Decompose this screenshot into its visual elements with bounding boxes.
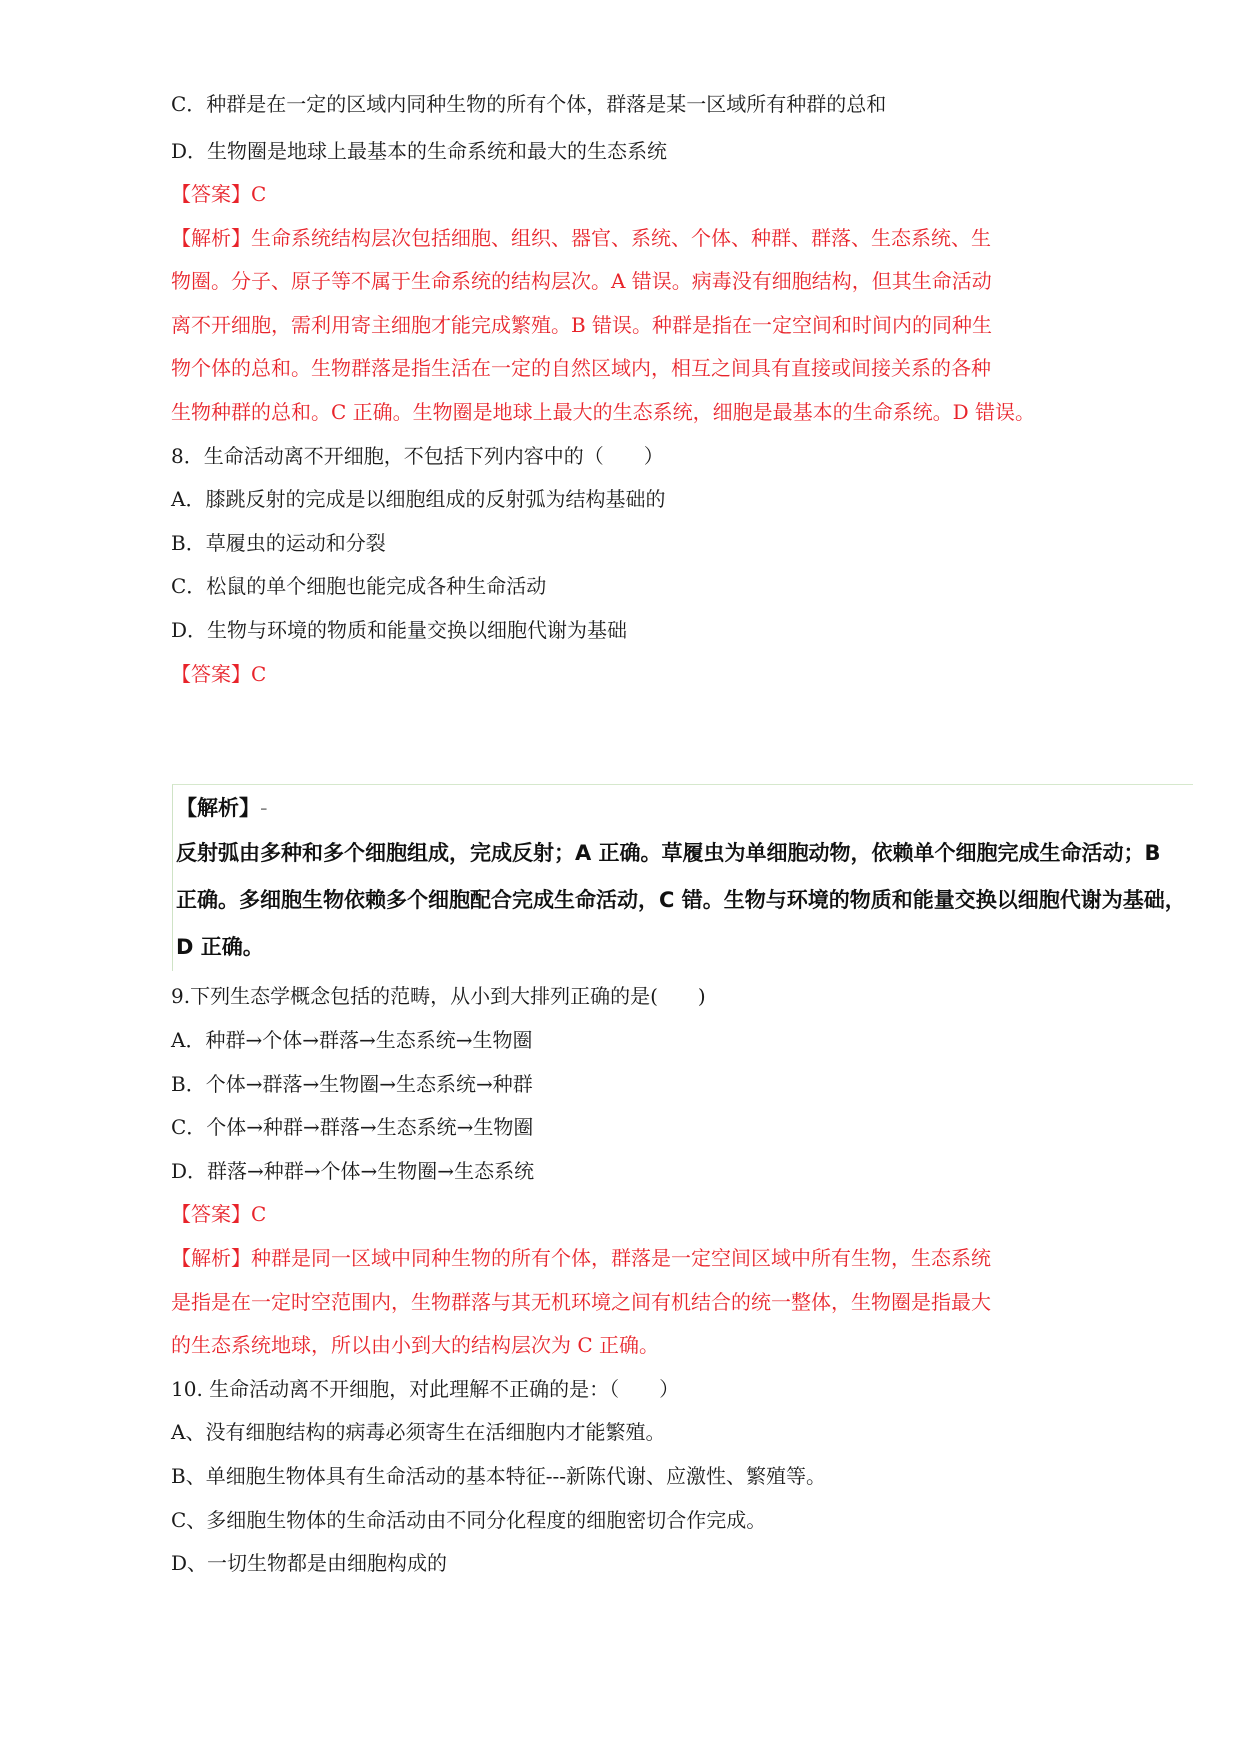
q9-analysis-line	[171, 1244, 991, 1272]
answer-tag: 【答案】	[171, 182, 251, 206]
q9-option-a: A．种群→个体→群落→生态系统→生物圈	[171, 1028, 533, 1052]
answer-value: C	[251, 662, 267, 686]
q7-answer	[171, 180, 266, 208]
q7-analysis-line: 物圈。分子、原子等不属于生命系统的结构层次。A 错误。病毒没有细胞结构，但其生命活动	[171, 269, 992, 293]
analysis-text: 种群是同一区域中同种生物的所有个体，群落是一定空间区域中所有生物，生态系统	[251, 1246, 991, 1270]
q8-analysis-line: 反射弧由多种和多个细胞组成，完成反射；A 正确。草履虫为单细胞动物，依赖单个细胞完成生命活动；B	[176, 841, 1161, 865]
q7-option-c: C．种群是在一定的区域内同种生物的所有个体，群落是某一区域所有种群的总和	[171, 92, 887, 116]
q9-analysis-line: 的生态系统地球，所以由小到大的结构层次为 C 正确。	[171, 1333, 660, 1357]
q8-analysis-line: D 正确。	[176, 935, 264, 959]
q8-option-c: C．松鼠的单个细胞也能完成各种生命活动	[171, 574, 547, 598]
q9-answer	[171, 1200, 266, 1228]
q8-analysis-line: 正确。多细胞生物依赖多个细胞配合完成生命活动，C 错。生物与环境的物质和能量交换以细胞代谢为基础，	[176, 888, 1186, 912]
q7-analysis-line: 离不开细胞，需利用寄主细胞才能完成繁殖。B 错误。种群是指在一定空间和时间内的同种生	[171, 313, 993, 337]
q9-stem: 9.下列生态学概念包括的范畴，从小到大排列正确的是( )	[171, 984, 706, 1008]
q9-option-c: C．个体→种群→群落→生态系统→生物圈	[171, 1115, 534, 1139]
q10-stem: 10. 生命活动离不开细胞，对此理解不正确的是：（ ）	[171, 1377, 680, 1401]
q7-analysis-line	[171, 224, 991, 252]
analysis-tag: 【解析】	[176, 796, 260, 820]
answer-tag: 【答案】	[171, 1202, 251, 1226]
q8-option-a: A．膝跳反射的完成是以细胞组成的反射弧为结构基础的	[171, 487, 666, 511]
q7-option-d: D．生物圈是地球上最基本的生命系统和最大的生态系统	[171, 139, 668, 163]
q9-option-d: D．群落→种群→个体→生物圈→生态系统	[171, 1159, 535, 1183]
q9-option-b: B．个体→群落→生物圈→生态系统→种群	[171, 1072, 533, 1096]
q8-option-b: B．草履虫的运动和分裂	[171, 531, 386, 555]
q10-option-a: A、没有细胞结构的病毒必须寄生在活细胞内才能繁殖。	[171, 1420, 666, 1444]
analysis-dash: -	[260, 796, 268, 820]
q7-analysis-line: 物个体的总和。生物群落是指生活在一定的自然区域内，相互之间具有直接或间接关系的各种	[171, 356, 991, 380]
q8-analysis-heading	[176, 793, 268, 823]
answer-value: C	[251, 182, 267, 206]
analysis-text: 生命系统结构层次包括细胞、组织、器官、系统、个体、种群、群落、生态系统、生	[251, 226, 991, 250]
analysis-tag: 【解析】	[171, 1246, 251, 1270]
analysis-tag: 【解析】	[171, 226, 251, 250]
q10-option-c: C、多细胞生物体的生命活动由不同分化程度的细胞密切合作完成。	[171, 1508, 767, 1532]
q8-stem: 8．生命活动离不开细胞，不包括下列内容中的（ ）	[171, 444, 664, 468]
q10-option-b: B、单细胞生物体具有生命活动的基本特征---新陈代谢、应激性、繁殖等。	[171, 1464, 826, 1488]
q8-analysis-box	[172, 784, 1193, 971]
q8-option-d: D．生物与环境的物质和能量交换以细胞代谢为基础	[171, 618, 628, 642]
answer-value: C	[251, 1202, 267, 1226]
q8-answer	[171, 660, 266, 688]
q9-analysis-line: 是指是在一定时空范围内，生物群落与其无机环境之间有机结合的统一整体，生物圈是指最大	[171, 1290, 991, 1314]
answer-tag: 【答案】	[171, 662, 251, 686]
q10-option-d: D、一切生物都是由细胞构成的	[171, 1551, 448, 1575]
q7-analysis-line: 生物种群的总和。C 正确。生物圈是地球上最大的生态系统，细胞是最基本的生命系统。D 错误。	[171, 400, 1036, 424]
